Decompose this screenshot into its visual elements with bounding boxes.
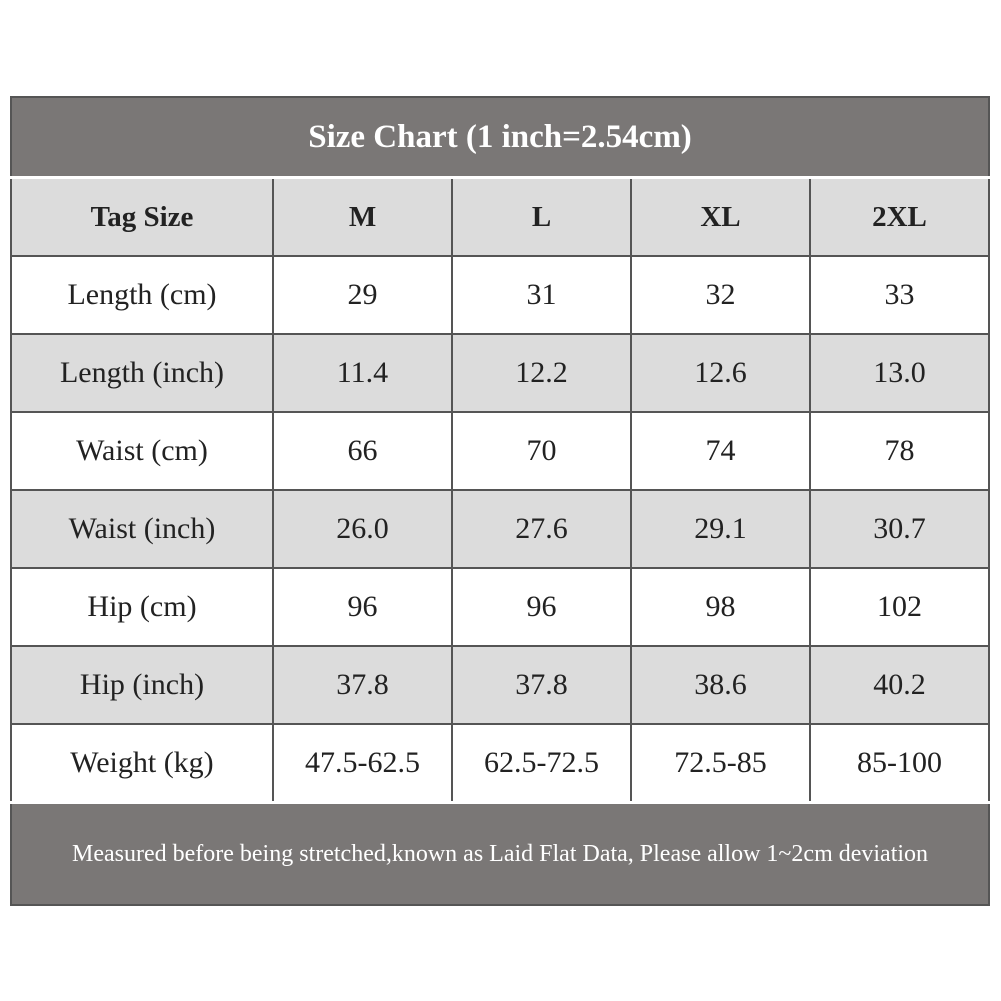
table-cell: 37.8 — [452, 646, 631, 724]
table-cell: 32 — [631, 256, 810, 334]
row-label: Waist (cm) — [11, 412, 273, 490]
table-cell: 33 — [810, 256, 989, 334]
table-cell: 78 — [810, 412, 989, 490]
table-cell: 85-100 — [810, 724, 989, 803]
table-cell: 13.0 — [810, 334, 989, 412]
table-row — [11, 412, 989, 490]
header-row — [11, 178, 989, 257]
table-row — [11, 256, 989, 334]
table-cell: 30.7 — [810, 490, 989, 568]
table-cell: 96 — [452, 568, 631, 646]
row-label: Length (inch) — [11, 334, 273, 412]
table-row — [11, 490, 989, 568]
table-cell: 12.6 — [631, 334, 810, 412]
row-label: Hip (inch) — [11, 646, 273, 724]
table-row — [11, 646, 989, 724]
table-row — [11, 724, 989, 803]
table-cell: 102 — [810, 568, 989, 646]
row-label: Weight (kg) — [11, 724, 273, 803]
row-label: Hip (cm) — [11, 568, 273, 646]
table-cell: 70 — [452, 412, 631, 490]
footer-row — [11, 803, 989, 906]
table-cell: 29 — [273, 256, 452, 334]
table-cell: 74 — [631, 412, 810, 490]
table-cell: 98 — [631, 568, 810, 646]
header-tag-size: Tag Size — [11, 178, 273, 257]
table-cell: 31 — [452, 256, 631, 334]
table-cell: 40.2 — [810, 646, 989, 724]
table-cell: 11.4 — [273, 334, 452, 412]
table-cell: 62.5-72.5 — [452, 724, 631, 803]
table-cell: 29.1 — [631, 490, 810, 568]
footer-note: Measured before being stretched,known as Laid Flat Data, Please allow 1~2cm deviation — [11, 803, 989, 906]
table-cell: 47.5-62.5 — [273, 724, 452, 803]
header-size-l: L — [452, 178, 631, 257]
table-cell: 96 — [273, 568, 452, 646]
row-label: Waist (inch) — [11, 490, 273, 568]
header-size-2xl: 2XL — [810, 178, 989, 257]
table-cell: 26.0 — [273, 490, 452, 568]
table-cell: 66 — [273, 412, 452, 490]
table-cell: 12.2 — [452, 334, 631, 412]
chart-title: Size Chart (1 inch=2.54cm) — [11, 97, 989, 178]
table-cell: 37.8 — [273, 646, 452, 724]
table-cell: 27.6 — [452, 490, 631, 568]
table-row — [11, 334, 989, 412]
title-row — [11, 97, 989, 178]
header-size-m: M — [273, 178, 452, 257]
table-cell: 72.5-85 — [631, 724, 810, 803]
size-chart-table — [10, 96, 990, 906]
table-cell: 38.6 — [631, 646, 810, 724]
table-row — [11, 568, 989, 646]
row-label: Length (cm) — [11, 256, 273, 334]
header-size-xl: XL — [631, 178, 810, 257]
